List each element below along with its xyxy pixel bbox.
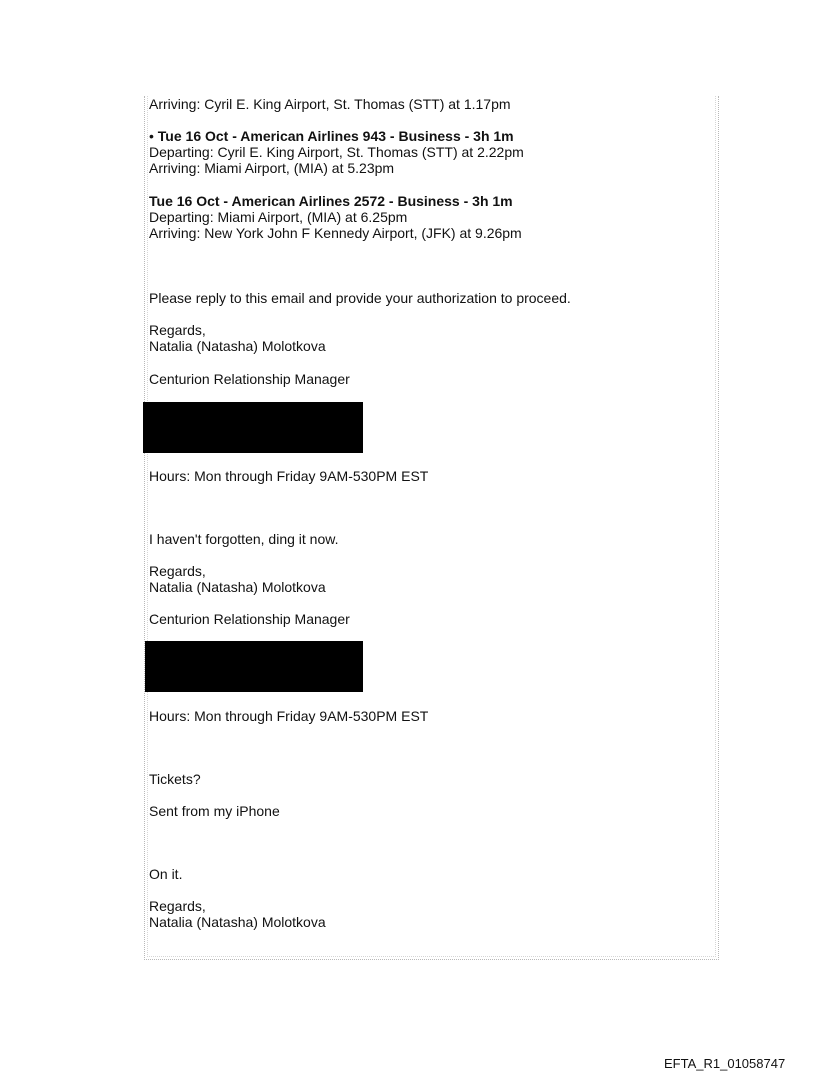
message2-body: I haven't forgotten, ding it now. <box>149 531 339 547</box>
message2-hours: Hours: Mon through Friday 9AM-530PM EST <box>149 708 429 724</box>
leg2-arriving: Arriving: Miami Airport, (MIA) at 5.23pm <box>149 160 395 176</box>
message3-body: Tickets? <box>149 771 201 787</box>
message1-body: Please reply to this email and provide your authorization to proceed. <box>149 290 571 306</box>
document-id: EFTA_R1_01058747 <box>664 1056 786 1071</box>
leg3-departing: Departing: Miami Airport, (MIA) at 6.25pm <box>149 209 408 225</box>
message2-name: Natalia (Natasha) Molotkova <box>149 579 326 595</box>
message4-body: On it. <box>149 866 183 882</box>
leg2-departing: Departing: Cyril E. King Airport, St. Thomas (STT) at 2.22pm <box>149 144 524 160</box>
redaction-block <box>145 641 363 692</box>
message4-regards: Regards, <box>149 898 206 914</box>
leg1-arriving: Arriving: Cyril E. King Airport, St. Thomas (STT) at 1.17pm <box>149 96 511 112</box>
message2-title: Centurion Relationship Manager <box>149 611 350 627</box>
message1-hours: Hours: Mon through Friday 9AM-530PM EST <box>149 468 429 484</box>
redaction-block <box>143 402 363 453</box>
message1-title: Centurion Relationship Manager <box>149 371 350 387</box>
message2-regards: Regards, <box>149 563 206 579</box>
leg3-arriving: Arriving: New York John F Kennedy Airport, (JFK) at 9.26pm <box>149 225 522 241</box>
leg3-title: Tue 16 Oct - American Airlines 2572 - Business - 3h 1m <box>149 193 513 209</box>
bullet: • <box>149 128 154 144</box>
message1-name: Natalia (Natasha) Molotkova <box>149 338 326 354</box>
message3-signature: Sent from my iPhone <box>149 803 280 819</box>
leg2-title: Tue 16 Oct - American Airlines 943 - Business - 3h 1m <box>157 128 514 144</box>
message1-regards: Regards, <box>149 322 206 338</box>
leg2-title-line <box>149 128 514 144</box>
message4-name: Natalia (Natasha) Molotkova <box>149 914 326 930</box>
